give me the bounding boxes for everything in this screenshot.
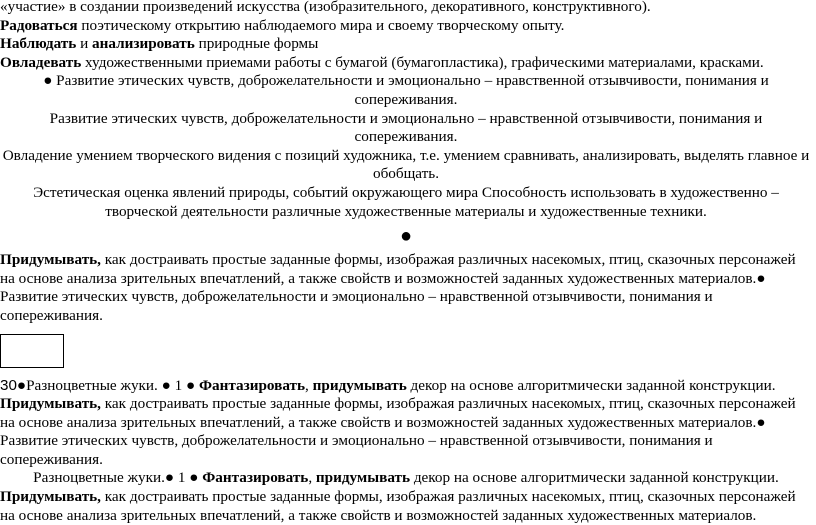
line-master bbox=[0, 54, 812, 73]
bullet-icon: ● bbox=[399, 225, 413, 248]
term-invent-b: Придумывать, bbox=[0, 395, 101, 413]
lesson2-topic: Разноцветные жуки. bbox=[33, 469, 165, 487]
term-observe: Наблюдать bbox=[0, 35, 77, 53]
term-fantasize-2: ● Фантазировать bbox=[189, 469, 309, 487]
line-observe-and: и bbox=[76, 35, 92, 53]
para-invent-b bbox=[0, 395, 812, 469]
line-master-text: художественными приемами работы с бумагой (бумагопластика), графическими материалами, красками. bbox=[81, 53, 764, 71]
para-invent-a bbox=[0, 251, 812, 325]
term-invent-decor: придумывать bbox=[312, 376, 407, 394]
lesson-row bbox=[0, 377, 812, 396]
line-ethics-1: ● Развитие этических чувств, доброжелательности и эмоционально – нравственной отзывчивости, понимания и сопереживания. bbox=[43, 72, 769, 108]
term-fantasize: ● Фантазировать bbox=[186, 376, 306, 394]
line-observe-text: природные формы bbox=[194, 35, 319, 53]
para-invent-c bbox=[0, 488, 812, 525]
para-invent-a-text: как достраивать простые заданные формы, изображая различных насекомых, птиц, сказочных персонажей на основе анализа зрительных впечатлений, а также свойств и возможностей заданных художественных материалов. bbox=[0, 251, 796, 287]
para-invent-b-tail: ● Развитие этических чувств, доброжелательности и эмоционально – нравственной отзывчивости, понимания и сопереживания. bbox=[0, 413, 766, 468]
line-rejoice bbox=[0, 17, 812, 36]
lesson-topic: ●Разноцветные жуки. bbox=[16, 376, 158, 394]
lesson-hours: ● 1 bbox=[161, 376, 183, 394]
line-observe bbox=[0, 35, 812, 54]
lesson-row-2 bbox=[0, 469, 812, 488]
para-invent-a-tail: ● Развитие этических чувств, доброжелательности и эмоционально – нравственной отзывчивости, понимания и сопереживания. bbox=[0, 269, 766, 324]
para-invent-b-text: как достраивать простые заданные формы, изображая различных насекомых, птиц, сказочных персонажей на основе анализа зрительных впечатлений, а также свойств и возможностей заданных художественных материалов. bbox=[0, 395, 796, 431]
empty-cell-box bbox=[0, 334, 64, 368]
lesson-number: 30 bbox=[0, 376, 17, 394]
lesson-comma: , bbox=[305, 376, 313, 394]
line-ethics-2: Развитие этических чувств, доброжелательности и эмоционально – нравственной отзывчивости, понимания и сопереживания. bbox=[49, 109, 763, 146]
term-rejoice: Радоваться bbox=[0, 16, 78, 34]
para-invent-c-text: как достраивать простые заданные формы, изображая различных насекомых, птиц, сказочных персонажей на основе анализа зрительных впечатлений, а также свойств и возможностей заданных художественных материалов. bbox=[0, 488, 796, 524]
lesson-decor-text: декор на основе алгоритмически заданной конструкции. bbox=[406, 376, 776, 394]
term-invent-decor-2: придумывать bbox=[315, 469, 411, 487]
line-creative-vision: Овладение умением творческого видения с позиций художника, т.е. умением сравнивать, анализировать, выделять главное и обобщать. bbox=[2, 146, 810, 183]
lesson2-hours: ● 1 bbox=[164, 469, 186, 487]
line-participation: «участие» в создании произведений искусства (изобразительного, декоративного, конструктивного). bbox=[0, 0, 651, 15]
term-invent-c: Придумывать, bbox=[0, 488, 101, 506]
line-aesthetic: Эстетическая оценка явлений природы, событий окружающего мира Способность использовать в художественно – творческой деятельности различные художественные материалы и художественные техники. bbox=[33, 183, 779, 220]
line-rejoice-text: поэтическому открытию наблюдаемого мира и своему творческому опыту. bbox=[77, 16, 565, 34]
lesson2-comma: , bbox=[308, 469, 316, 487]
lesson2-decor-text: декор на основе алгоритмически заданной конструкции. bbox=[410, 469, 779, 487]
term-analyze: анализировать bbox=[92, 35, 195, 53]
term-master: Овладевать bbox=[0, 53, 82, 71]
term-invent: Придумывать, bbox=[0, 251, 101, 269]
